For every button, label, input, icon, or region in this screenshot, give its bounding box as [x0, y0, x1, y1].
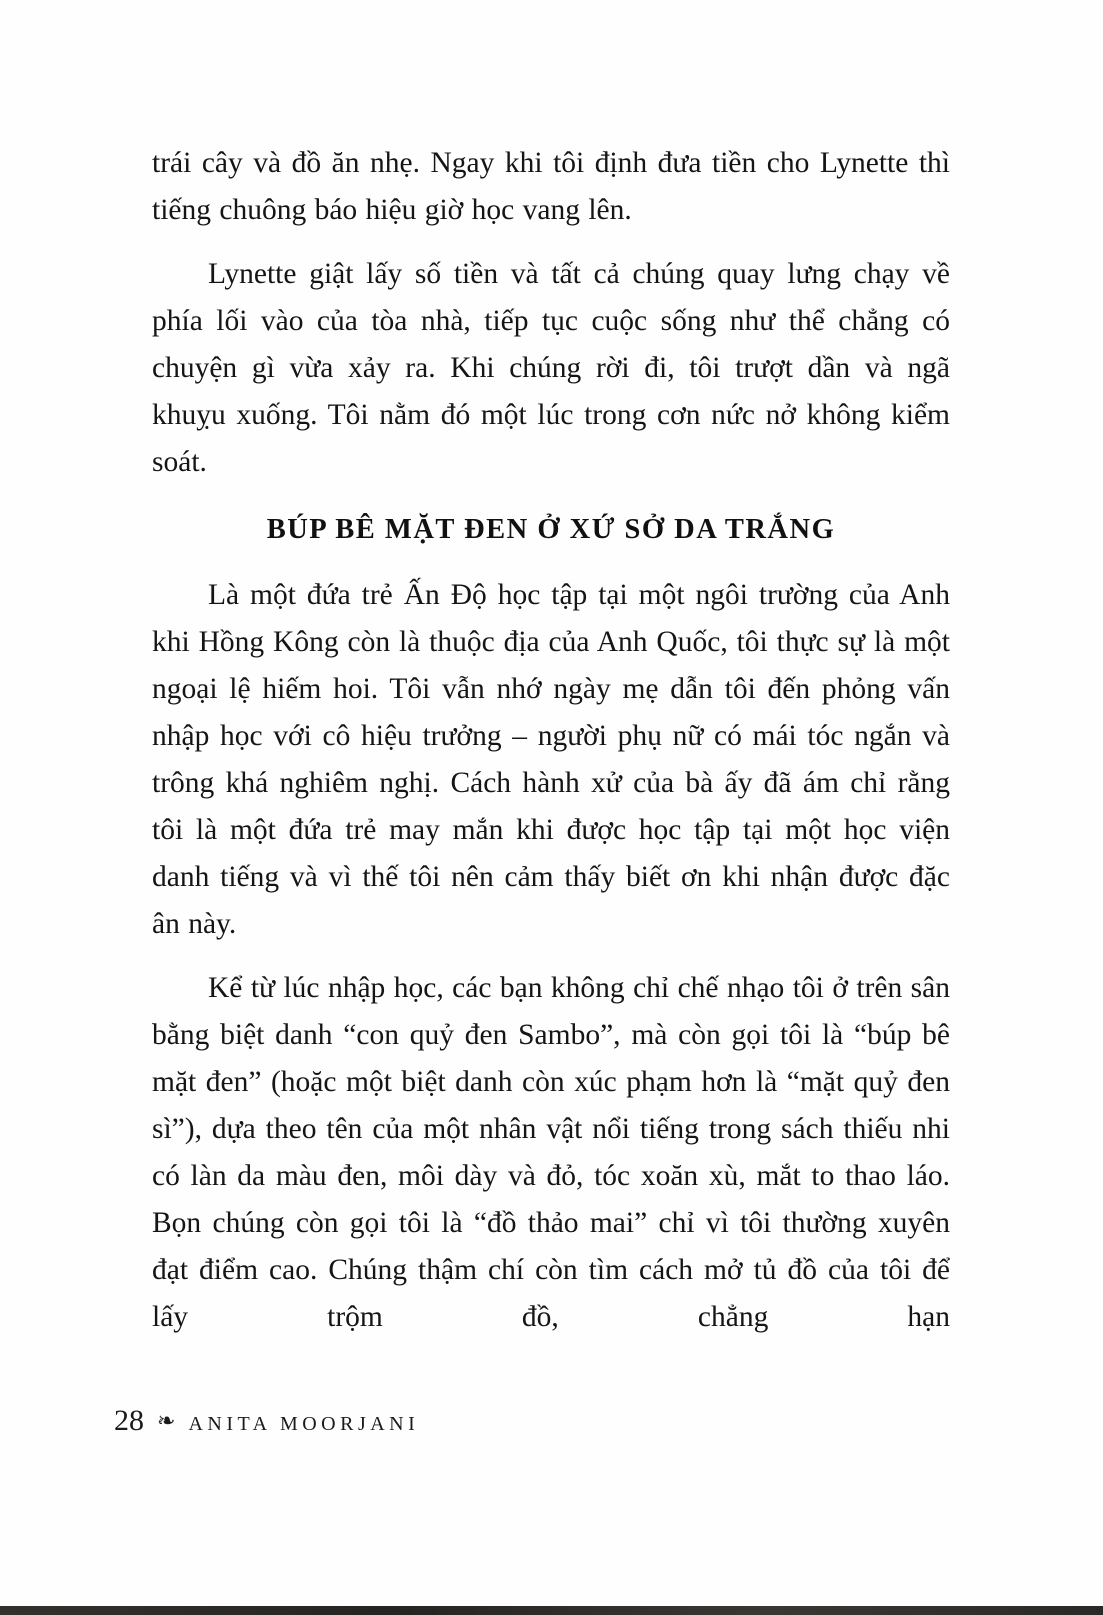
running-footer-author: ANITA MOORJANI — [188, 1413, 420, 1435]
section-heading: BÚP BÊ MẶT ĐEN Ở XỨ SỞ DA TRẮNG — [266, 514, 836, 545]
running-footer — [114, 1404, 419, 1438]
body-paragraph: Kể từ lúc nhập học, các bạn không chỉ chế nhạo tôi ở trên sân bằng biệt danh “con quỷ đen Sambo”, mà còn gọi tôi là “búp bê mặt đen” (hoặc một biệt danh còn xúc phạm hơn là “mặt quỷ đen sì”), dựa theo tên của một nhân vật nổi tiếng trong sách thiếu nhi có làn da màu đen, môi dày và đỏ, tóc xoăn xù, mắt to thao láo. Bọn chúng còn gọi tôi là “đồ thảo mai” chỉ vì tôi thường xuyên đạt điểm cao. Chúng thậm chí còn tìm cách mở tủ đồ của tôi để lấy trộm đồ, chẳng hạn — [152, 972, 950, 1333]
body-paragraph: trái cây và đồ ăn nhẹ. Ngay khi tôi định đưa tiền cho Lynette thì tiếng chuông báo hiệu giờ học vang lên. — [152, 147, 950, 226]
fleuron-ornament-icon: ❧ — [157, 1408, 176, 1433]
body-paragraph: Là một đứa trẻ Ấn Độ học tập tại một ngôi trường của Anh khi Hồng Kông còn là thuộc địa của Anh Quốc, tôi thực sự là một ngoại lệ hiếm hoi. Tôi vẫn nhớ ngày mẹ dẫn tôi đến phỏng vấn nhập học với cô hiệu trưởng – người phụ nữ có mái tóc ngắn và trông khá nghiêm nghị. Cách hành xử của bà ấy đã ám chỉ rằng tôi là một đứa trẻ may mắn khi được học tập tại một học viện danh tiếng và vì thế tôi nên cảm thấy biết ơn khi nhận được đặc ân này. — [152, 579, 950, 940]
text-block — [152, 140, 950, 1341]
page-number: 28 — [114, 1404, 144, 1437]
page-bottom-edge — [0, 1606, 1103, 1615]
body-paragraph: Lynette giật lấy số tiền và tất cả chúng quay lưng chạy về phía lối vào của tòa nhà, tiếp tục cuộc sống như thể chẳng có chuyện gì vừa xảy ra. Khi chúng rời đi, tôi trượt dần và ngã khuỵu xuống. Tôi nằm đó một lúc trong cơn nức nở không kiểm soát. — [152, 258, 950, 478]
